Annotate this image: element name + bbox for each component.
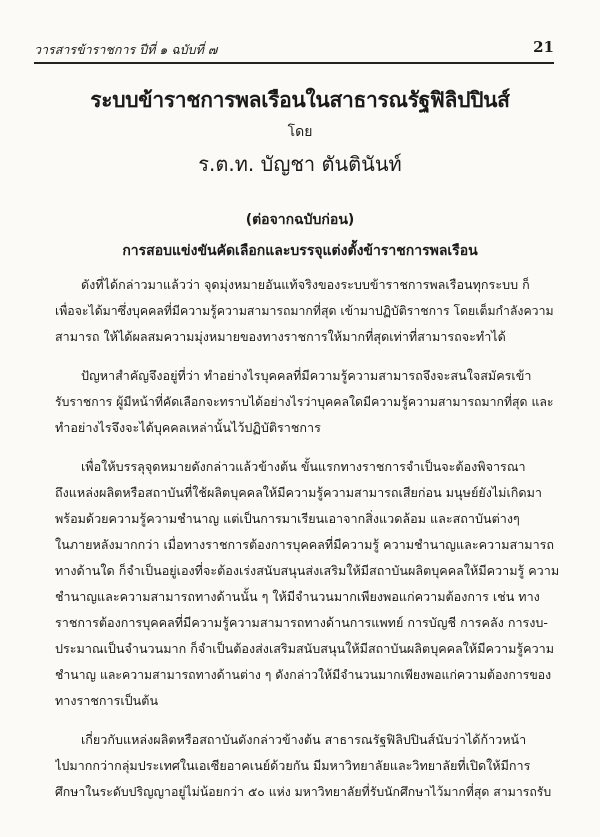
text-line: พร้อมด้วยความรู้ความชำนาญ แต่เป็นการมาเรียนเอาจากสิ่งแวดล้อม และสถาบันต่างๆ (55, 511, 520, 526)
paragraph (55, 454, 560, 714)
text-line: ชำนาญและความสามารถทางด้านนั้น ๆ ให้มีจำนวนมากเพียงพอแก่ความต้องการ เช่น ทาง (55, 589, 540, 604)
text-line: ไปมากกว่ากลุ่มประเทศในเอเซียอาคเนย์ด้วยกัน มีมหาวิทยาลัยและวิทยาลัยที่เปิดให้มีการ (55, 758, 531, 773)
author-name: ร.ต.ท. บัญชา ตันตินันท์ (198, 152, 402, 176)
text-line: ราชการต้องการบุคคลที่มีความรู้ความสามารถทางด้านการแพทย์ การบัญชี การคลัง การงบ- (55, 615, 548, 630)
paragraph (55, 272, 560, 350)
text-line: ทำอย่างไรจึงจะได้บุคคลเหล่านั้นไว้ปฏิบัติราชการ (55, 420, 321, 435)
article-title: ระบบข้าราชการพลเรือนในสาธารณรัฐฟิลิปปินส์ (90, 88, 510, 112)
text-line: รับราชการ ผู้มีหน้าที่คัดเลือกจะทราบได้อย่างไรว่าบุคคลใดมีความรู้ความสามารถมากที่สุด และ (55, 395, 554, 409)
text-line: เพื่อให้บรรลุจุดหมายดังกล่าวแล้วข้างต้น ขั้นแรกทางราชการจำเป็นจะต้องพิจารณา (81, 459, 526, 474)
text-line: ศึกษาในระดับปริญญาอยู่ไม่น้อยกว่า ๕๐ แห่ง มหาวิทยาลัยที่รับนักศึกษาไว้มากที่สุด สามารถรับ (55, 785, 552, 799)
article-body (55, 272, 560, 818)
running-header (34, 40, 554, 64)
text-line: ประมาณเป็นจำนวนมาก ก็จำเป็นต้องส่งเสริมสนับสนุนให้มีสถาบันผลิตบุคคลให้มีความรู้ความ (55, 641, 555, 656)
text-line: เพื่อจะได้มาซึ่งบุคคลที่มีความรู้ความสามารถมากที่สุด เข้ามาปฏิบัติราชการ โดยเต็มกำลังความ (55, 304, 554, 318)
text-line: ในภายหลังมากกว่า เมื่อทางราชการต้องการบุคคลที่มีความรู้ ความชำนาญและความสามารถ (55, 537, 555, 552)
journal-name: วารสารข้าราชการ ปีที่ ๑ ฉบับที่ ๗ (34, 42, 218, 57)
page-number: 21 (533, 38, 554, 56)
text-line: ทางราชการเป็นต้น (55, 693, 159, 708)
byline-label: โดย (287, 124, 313, 140)
text-line: ถึงแหล่งผลิตหรือสถาบันที่ใช้ผลิตบุคคลให้มีความรู้ความสามารถเสียก่อน มนุษย์ยังไม่เกิดมา (55, 485, 542, 500)
paragraph (55, 363, 560, 441)
text-line: ปัญหาสำคัญจึงอยู่ที่ว่า ทำอย่างไรบุคคลที่มีความรู้ความสามารถจึงจะสนใจสมัครเข้า (81, 368, 532, 383)
section-heading: การสอบแข่งขันคัดเลือกและบรรจุแต่งตั้งข้าราชการพลเรือน (122, 243, 478, 259)
paragraph (55, 727, 560, 805)
text-line: สามารถ ให้ได้ผลสมความมุ่งหมายของทางราชการให้มากที่สุดเท่าที่สามารถจะทำได้ (55, 329, 506, 344)
text-line: ชำนาญ และความสามารถทางด้านต่าง ๆ ดังกล่าวให้มีจำนวนมากเพียงพอแก่ความต้องการของ (55, 668, 552, 682)
text-line: ดังที่ได้กล่าวมาแล้วว่า จุดมุ่งหมายอันแท้จริงของระบบข้าราชการพลเรือนทุกระบบ ก็ (81, 277, 530, 292)
text-line: เกี่ยวกับแหล่งผลิตหรือสถาบันดังกล่าวข้างต้น สาธารณรัฐฟิลิปปินส์นับว่าได้ก้าวหน้า (81, 732, 527, 747)
text-line: ทางด้านใด ก็จำเป็นอยู่เองที่จะต้องเร่งสนับสนุนส่งเสริมให้มีสถาบันผลิตบุคคลให้มีความรู้ ความ (55, 563, 560, 578)
continued-note: (ต่อจากฉบับก่อน) (245, 212, 355, 228)
